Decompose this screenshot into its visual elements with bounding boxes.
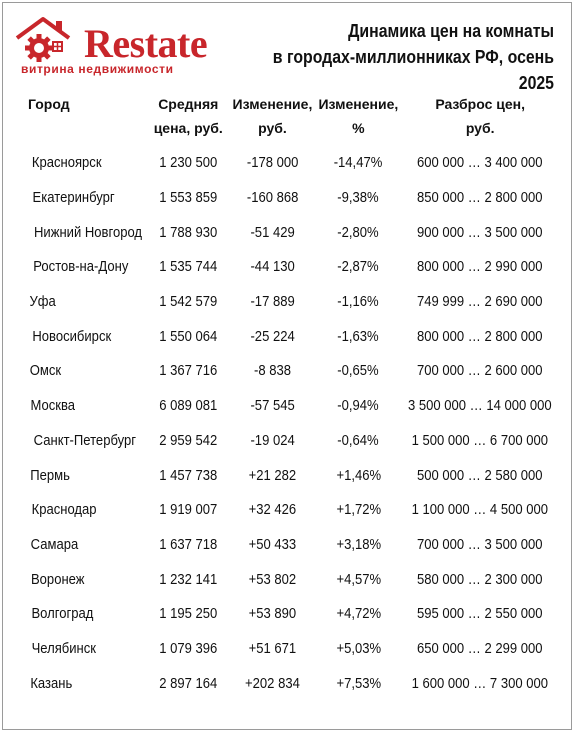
avg-price-cell: 2 897 164 [159, 675, 218, 692]
price-table [20, 92, 560, 701]
price-range-cell: 1 500 000 … 6 700 000 [400, 424, 560, 459]
change-pct-cell: +1,72% [316, 493, 400, 528]
avg-price-cell: 6 089 081 [159, 398, 218, 415]
avg-price-cell: 1 079 396 [148, 632, 228, 667]
avg-price-cell: 1 542 579 [148, 285, 228, 320]
change-pct-cell: +5,03% [316, 632, 400, 667]
table-row [20, 632, 560, 667]
change-rub-cell: +50 433 [248, 536, 297, 553]
change-rub-cell: +21 282 [248, 467, 297, 484]
price-range-cell: 500 000 … 2 580 000 [417, 467, 543, 484]
change-pct-cell: -9,38% [337, 190, 380, 207]
table-row [20, 285, 560, 320]
change-pct-cell: -0,65% [316, 354, 400, 389]
table-row [20, 528, 560, 563]
change-pct-cell: +4,72% [336, 606, 381, 623]
city-cell: Краснодар [20, 493, 148, 528]
table-row [20, 146, 560, 181]
column-header-avg-price: Средняя цена, руб. [153, 96, 223, 136]
price-range-cell: 650 000 … 2 299 000 [400, 632, 560, 667]
city-cell: Москва [30, 398, 76, 415]
avg-price-cell: 1 637 718 [159, 536, 218, 553]
price-range-cell: 900 000 … 3 500 000 [400, 215, 560, 250]
page-title-line2: в городах-миллионниках РФ, осень 2025 [272, 47, 554, 93]
city-cell: Санкт-Петербург [20, 424, 148, 459]
table-header-row [20, 92, 560, 146]
change-pct-cell: -2,80% [316, 215, 400, 250]
column-header-change-rub: Изменение, руб. [232, 96, 313, 136]
change-pct-cell: +7,53% [336, 675, 381, 692]
change-rub-cell: +202 834 [245, 675, 300, 692]
table-row [20, 493, 560, 528]
city-cell: Нижний Новгород [20, 215, 148, 250]
change-rub-cell: -44 130 [250, 259, 295, 276]
price-range-cell: 700 000 … 3 500 000 [417, 536, 543, 553]
change-pct-cell: -0,94% [337, 398, 380, 415]
city-cell: Новосибирск [32, 328, 112, 345]
price-range-cell: 600 000 … 3 400 000 [400, 146, 560, 181]
change-pct-cell: -1,16% [316, 285, 400, 320]
change-rub-cell: -8 838 [228, 354, 316, 389]
avg-price-cell: 1 535 744 [159, 259, 218, 276]
price-range-cell: 1 600 000 … 7 300 000 [411, 675, 549, 692]
change-pct-cell: +3,18% [336, 536, 381, 553]
change-pct-cell: -0,64% [316, 424, 400, 459]
city-cell: Ростов-на-Дону [33, 259, 129, 276]
city-cell: Воронеж [20, 562, 148, 597]
table-row [20, 597, 560, 632]
city-cell: Волгоград [31, 606, 94, 623]
avg-price-cell: 1 230 500 [148, 146, 228, 181]
price-range-cell: 3 500 000 … 14 000 000 [408, 398, 553, 415]
city-cell: Челябинск [20, 632, 148, 667]
change-rub-cell: -178 000 [228, 146, 316, 181]
change-pct-cell: -2,87% [337, 259, 380, 276]
change-rub-cell: -160 868 [246, 190, 299, 207]
city-cell: Самара [30, 536, 79, 553]
house-gear-icon [14, 16, 72, 64]
change-pct-cell: -1,63% [337, 328, 380, 345]
change-rub-cell: -19 024 [228, 424, 316, 459]
price-range-cell: 800 000 … 2 990 000 [417, 259, 543, 276]
table-row [20, 424, 560, 459]
table-row [20, 562, 560, 597]
price-range-cell: 595 000 … 2 550 000 [417, 606, 543, 623]
change-rub-cell: +32 426 [228, 493, 316, 528]
column-header-city: Город [28, 96, 70, 112]
city-cell: Уфа [20, 285, 148, 320]
change-rub-cell: +53 802 [228, 562, 316, 597]
city-cell: Екатеринбург [32, 190, 115, 207]
table-row [20, 458, 560, 493]
change-rub-cell: -25 224 [250, 328, 295, 345]
avg-price-cell: 1 788 930 [148, 215, 228, 250]
table-row [20, 354, 560, 389]
avg-price-cell: 1 195 250 [159, 606, 218, 623]
avg-price-cell: 2 959 542 [148, 424, 228, 459]
price-range-cell: 580 000 … 2 300 000 [400, 562, 560, 597]
price-range-cell: 800 000 … 2 800 000 [417, 328, 543, 345]
price-range-cell: 749 999 … 2 690 000 [400, 285, 560, 320]
city-cell: Казань [30, 675, 73, 692]
table-row [20, 215, 560, 250]
avg-price-cell: 1 550 064 [159, 328, 218, 345]
price-range-cell: 700 000 … 2 600 000 [400, 354, 560, 389]
avg-price-cell: 1 919 007 [148, 493, 228, 528]
city-cell: Омск [20, 354, 148, 389]
city-cell: Красноярск [20, 146, 148, 181]
table-row [20, 181, 560, 216]
change-pct-cell: -14,47% [316, 146, 400, 181]
change-rub-cell: -57 545 [250, 398, 295, 415]
change-rub-cell: +53 890 [248, 606, 297, 623]
change-pct-cell: +1,46% [336, 467, 381, 484]
table-body [20, 146, 560, 701]
change-rub-cell: -17 889 [228, 285, 316, 320]
table-row [20, 666, 560, 701]
change-rub-cell: +51 671 [228, 632, 316, 667]
page-title [255, 18, 554, 96]
city-cell: Пермь [30, 467, 70, 484]
avg-price-cell: 1 457 738 [159, 467, 218, 484]
avg-price-cell: 1 367 716 [148, 354, 228, 389]
avg-price-cell: 1 232 141 [148, 562, 228, 597]
price-range-cell: 1 100 000 … 4 500 000 [400, 493, 560, 528]
table-row [20, 389, 560, 424]
table-row [20, 319, 560, 354]
page-title-line1: Динамика цен на комнаты [348, 21, 554, 41]
column-header-change-pct: Изменение, % [318, 96, 399, 136]
table-row [20, 250, 560, 285]
column-header-price-range: Разброс цен, руб. [435, 96, 526, 136]
brand-tagline: витрина недвижимости [21, 62, 174, 76]
brand-name: Restate [84, 21, 208, 66]
avg-price-cell: 1 553 859 [159, 190, 218, 207]
change-rub-cell: -51 429 [228, 215, 316, 250]
change-pct-cell: +4,57% [316, 562, 400, 597]
restate-logo [14, 14, 214, 76]
price-range-cell: 850 000 … 2 800 000 [417, 190, 543, 207]
